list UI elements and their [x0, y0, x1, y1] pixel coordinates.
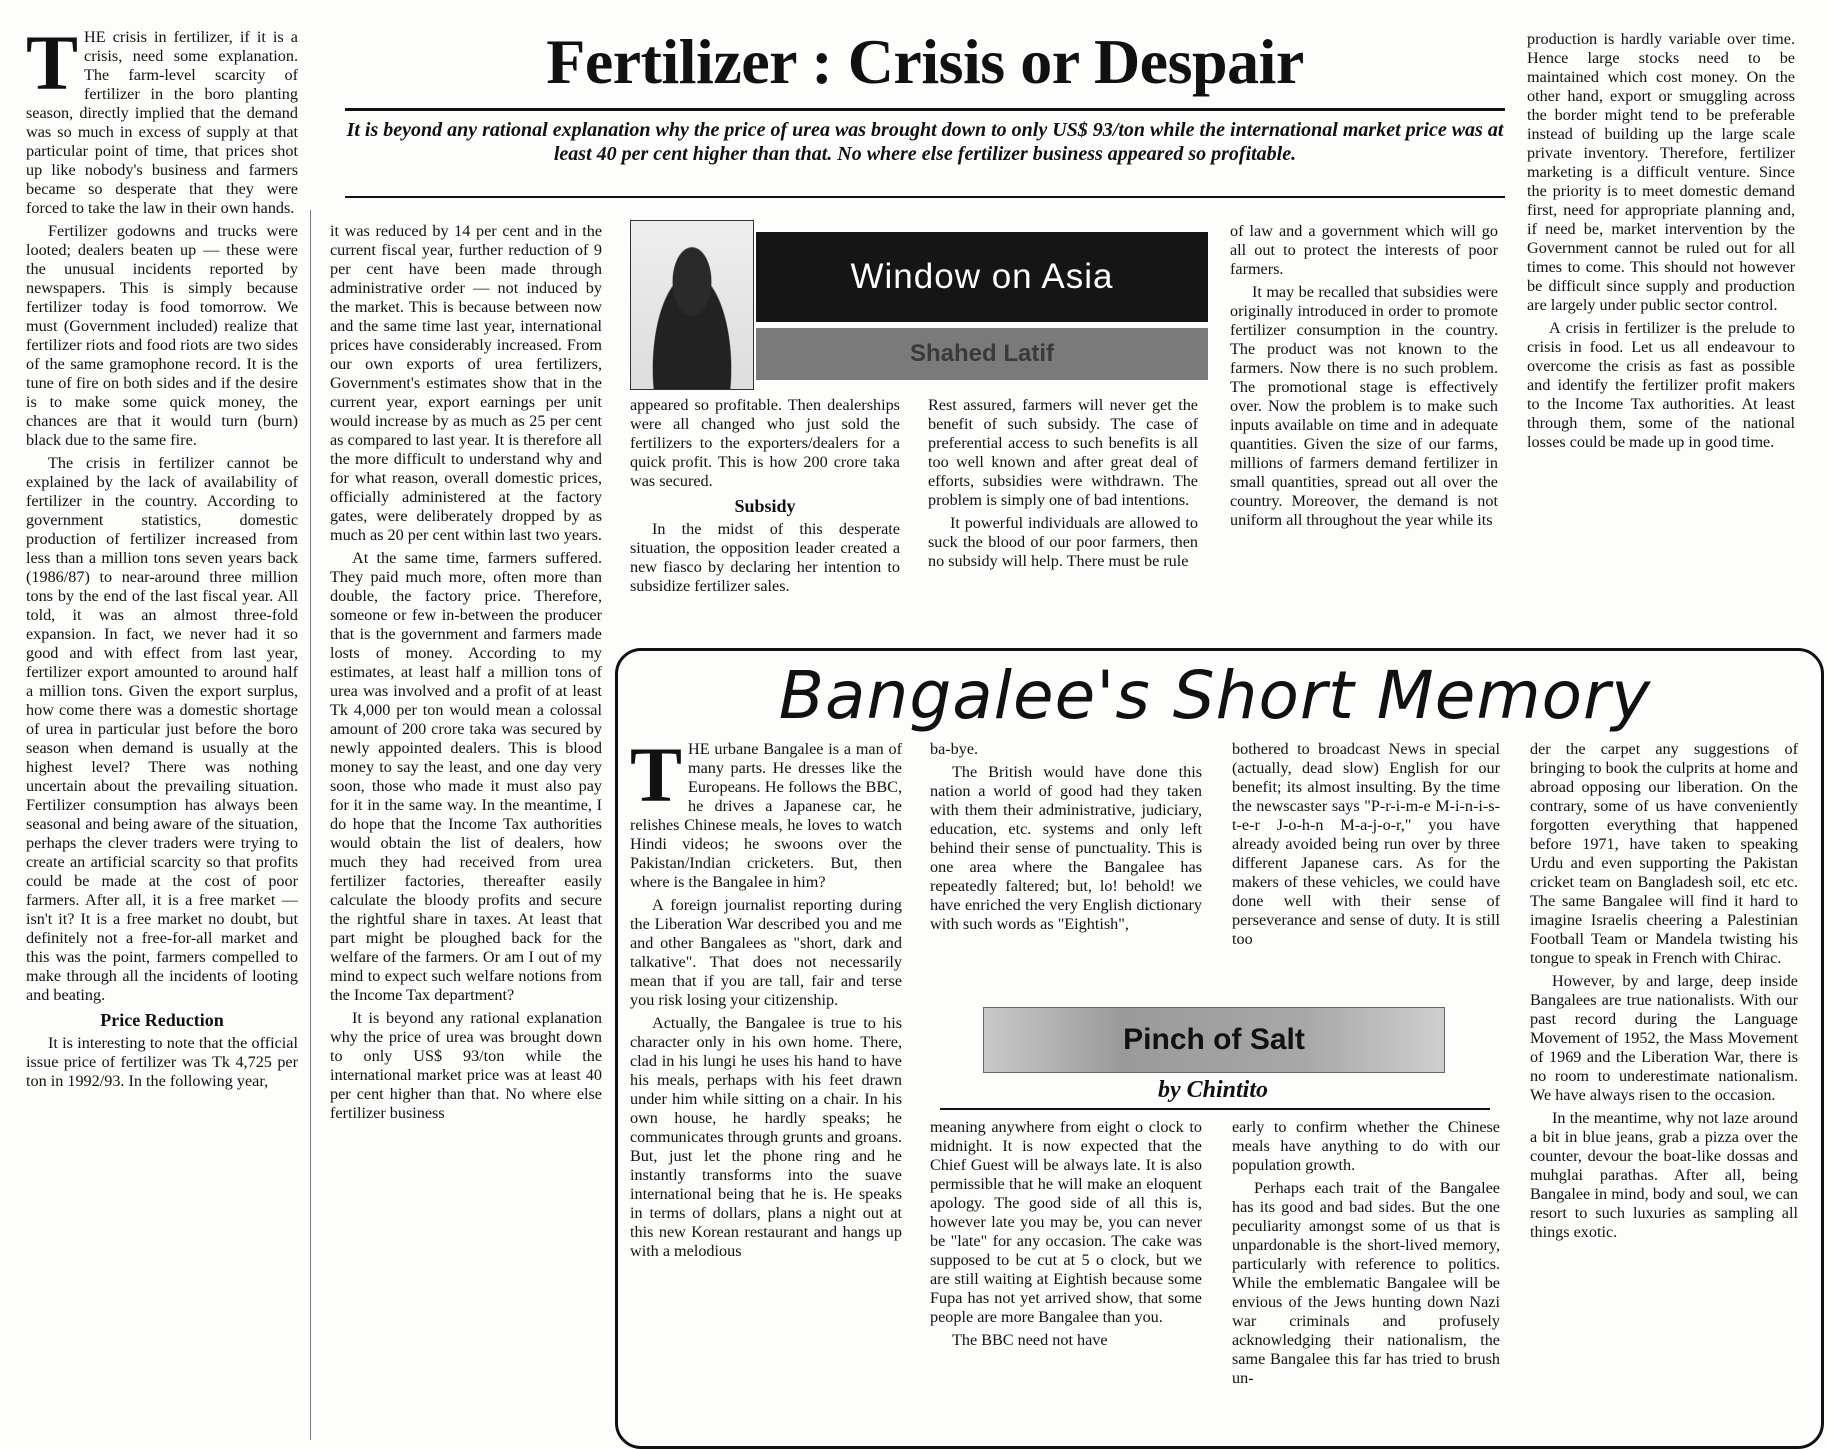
dropcap: T — [26, 28, 79, 106]
fertilizer-col-6 — [1527, 30, 1795, 636]
paragraph: HE urbane Bangalee is a man of many parts. He dresses like the Europeans. He follows the BBC, he drives a Japanese car, he relishes Chinese meals, he loves to watch Hindi videos; he swoons over the Pakistan/Indian cricketers. But, then where is the Bangalee in him? — [630, 740, 902, 891]
paragraph: bothered to broadcast News in special (actually, dead slow) English for our benefit; its almost insulting. By the time the newscaster says "P-r-i-m-e M-i-n-i-s-t-e-r J-o-h-n M-a-j-o-r," you have already avoided being run over by three different Japanese cars. As for the makers of these vehicles, we could have done well with their sense of perseverance and sense of duty. It is still too — [1232, 740, 1500, 948]
fertilizer-col-2 — [330, 222, 602, 1440]
memory-col-2-bottom — [930, 1118, 1202, 1436]
author-photo — [630, 220, 754, 390]
memory-col-3-bottom — [1232, 1118, 1500, 1436]
subhead-subsidy: Subsidy — [734, 496, 796, 516]
paragraph: In the midst of this desperate situation, the opposition leader created a new fiasco by declaring her intention to subsidize fertilizer sales. — [630, 520, 900, 595]
paragraph: der the carpet any suggestions of bringing to book the culprits at home and abroad opposing our liberation. On the contrary, some of us have conveniently forgotten everything that happened before 1971, have taken to speaking Urdu and even supporting the Pakistan cricket team on Bangladesh soil, etc etc. The same Bangalee will find it hard to imagine Israelis cheering a Palestinian Football Team or Mandela twisting his tongue to speak in French with Chirac. — [1530, 740, 1798, 967]
paragraph: It is interesting to note that the official issue price of fertilizer was Tk 4,725 per ton in 1992/93. In the following year, — [26, 1034, 298, 1090]
paragraph: Actually, the Bangalee is true to his character only in his own home. There, clad in his lungi he uses his hand to have his meals, perhaps with his feet drawn under him while sitting on a chair. In his own house, he hardly speaks; he communicates through grunts and groans. But, just let the phone ring and he instantly transforms into the suave international being that he is. He speaks in terms of dollars, plans a night out at this new Korean restaurant and hangs up with a melodious — [630, 1014, 902, 1260]
paragraph: of law and a government which will go all out to protect the interests of poor farmers. — [1230, 222, 1498, 278]
headline-rule — [345, 108, 1505, 111]
paragraph: production is hardly variable over time. Hence large stocks need to be maintained which cost money. On the other hand, export or smuggling across the border might tend to be preferable instead of building up the large scale private inventory. Therefore, fertilizer marketing is a difficult venture. Since the priority is to meet domestic demand first, need for appropriate planning and, if need be, market intervention by the Government cannot be ruled out for all times to come. This should not however be difficult since supply and production are largely under public sector control. — [1527, 30, 1795, 314]
headline: Fertilizer : Crisis or Despair — [546, 26, 1304, 97]
paragraph: Fertilizer godowns and trucks were looted; dealers beaten up — these were the unusual incidents reported by newspapers. This is simply because fertilizer today is food tomorrow. We must (Government included) realize that fertilizer riots and food riots are two sides of the same gramophone record. It is the tune of fire on both sides and if the desire is to make some quick money, the chances are that it would turn (burn) black due to the same fire. — [26, 222, 298, 449]
memory-col-4 — [1530, 740, 1798, 1434]
paragraph: ba-bye. — [930, 740, 979, 758]
fertilizer-col-1 — [26, 28, 298, 1440]
paragraph: The British would have done this nation a world of good had they taken with them their administrative, judiciary, education, etc. systems and only left behind their sense of punctuality. This is one area where the Bangalee has repeatedly faltered; but, lo! behold! we have enriched the very English dictionary with such words as "Eightish", — [930, 763, 1202, 933]
paragraph: However, by and large, deep inside Bangalees are true nationalists. With our past record during the Language Movement of 1952, the Mass Movement of 1969 and the Liberation War, there is no room to underestimate nationalism. We have always risen to the occasion. — [1530, 972, 1798, 1104]
memory-col-2-top — [930, 740, 1202, 996]
paragraph: A foreign journalist reporting during the Liberation War described you and me and other Bangalees as "short, dark and talkative". That does not necessarily mean that if you are tall, fair and terse you risk losing your citizenship. — [630, 896, 902, 1009]
memory-col-1 — [630, 740, 902, 1434]
memory-col-3-top — [1232, 740, 1500, 996]
pinch-of-salt-banner: Pinch of Salt — [983, 1007, 1445, 1073]
byline-rule — [940, 1108, 1490, 1110]
paragraph: It may be recalled that subsidies were originally introduced in order to promote fertilizer consumption in the country. The product was not known to the farmers. Now there is no such problem. The promotional stage is effectively over. Now the problem is to make such inputs available on time and in adequate quantities. Given the size of our farms, millions of farmers demand fertilizer in small quantities, spread out all over the country. Moreover, the demand is not uniform all throughout the year while its — [1230, 283, 1498, 529]
deck: It is beyond any rational explanation why the price of urea was brought down to only US$ 93/ton while the international market price was at least 40 per cent higher than that. No where else fertilizer business appeared so profitable. — [346, 119, 1504, 165]
subhead-price-reduction: Price Reduction — [100, 1010, 224, 1030]
author-byline: Shahed Latif — [756, 328, 1208, 380]
paragraph: In the meantime, why not laze around a bit in blue jeans, grab a pizza over the counter, devour the boat-like dossas and muhglai parathas. After all, being Bangalee in mind, body and soul, we can resort to such luxuries as sampling all things exotic. — [1530, 1109, 1798, 1241]
paragraph: meaning anywhere from eight o clock to midnight. It is now expected that the Chief Guest will be always late. It is also permissible that he will make an eloquent apology. The good side of all this is, however late you may be, you can never be "late" for any occasion. The cake was supposed to be cut at 5 o clock, but we are still waiting at Eightish because some Fupa has not yet arrived show, that some people are more Bangalee than you. — [930, 1118, 1202, 1326]
paragraph: The BBC need not have — [952, 1331, 1108, 1349]
deck-rule — [345, 196, 1505, 198]
paragraph: Rest assured, farmers will never get the benefit of such subsidy. The case of preferential access to such benefits is all too well known and after great deal of efforts, subsidies were withdrawn. The problem is simply one of bad intentions. — [928, 396, 1198, 509]
paragraph: early to confirm whether the Chinese meals have anything to do with our population growth. — [1232, 1118, 1500, 1174]
paragraph: Perhaps each trait of the Bangalee has its good and bad sides. But the one peculiarity amongst some of us that is unpardonable is the short-lived memory, particularly with reference to politics. While the emblematic Bangalee will be envious of the Jews hunting down Nazi war criminals and profusely acknowledging their nationalism, the same Bangalee this far has tried to brush un- — [1232, 1179, 1500, 1387]
fertilizer-col-3 — [630, 396, 900, 636]
fertilizer-col-5 — [1230, 222, 1498, 636]
memory-headline: Bangalee's Short Memory — [778, 657, 1652, 734]
paragraph: It is beyond any rational explanation why the price of urea was brought down to only US$ 93/ton while the international market price was at least 40 per cent higher than that. No where else fertilizer business — [330, 1009, 602, 1122]
column-rule — [310, 210, 311, 1440]
paragraph: HE crisis in fertilizer, if it is a crisis, need some explanation. The farm-level scarcity of fertilizer in the boro planting season, directly implied that the demand was so much in excess of supply at that particular point of time, that prices shot up like nobody's business and farmers became so desperate that they were forced to take the law in their own hands. — [26, 28, 298, 217]
paragraph: appeared so profitable. Then dealerships were all changed who just sold the fertilizers to the exporters/dealers for a quick profit. This is how 200 crore taka was secured. — [630, 396, 900, 490]
paragraph: At the same time, farmers suffered. They paid much more, often more than double, the factory price. Therefore, someone or few in-between the producer that is the government and farmers made losts of money. According to my estimates, at least half a million tons of urea was involved and a profit of at least Tk 4,000 per ton would mean a colossal amount of 200 crore taka was secured by newly appointed dealers. This is blood money to say the least, and one day very soon, those who made it must also pay for it in the same way. In the meantime, I do hope that the Income Tax authorities would obtain the list of dealers, how much they had received from urea fertilizer factories, thereafter easily calculate the bloody profits and secure the rightful share in taxes. At least that part might be ploughed back for the welfare of the farmers. Or am I out of my mind to expect such welfare notions from the Income Tax department? — [330, 549, 602, 1004]
paragraph: It powerful individuals are allowed to suck the blood of our poor farmers, then no subsidy will help. There must be rule — [928, 514, 1198, 570]
memory-byline: by Chintito — [1157, 1077, 1269, 1103]
fertilizer-col-4 — [928, 396, 1198, 636]
paragraph: The crisis in fertilizer cannot be explained by the lack of availability of fertilizer in the country. According to government statistics, domestic production of fertilizer increased from less than a million tons seven years back (1986/87) to near-around three million tons by the end of the last fiscal year. All told, it was an almost three-fold expansion. In fact, we never had it so good and with effect from last year, fertilizer export amounted to around half a million tons. Given the export surplus, how come there was a domestic shortage of urea in particular just before the boro season when demand is usually at the highest level? There was nothing uncertain about the prevailing situation. Fertilizer consumption has always been seasonal and being aware of the situation, perhaps the clever traders were trying to create an artificial scarcity so that profits could be made at the cost of poor farmers. After all, it is a free market — isn't it? It is a free market no doubt, but definitely not a free-for-all market and this was the point, farmers compelled to make through all the incidents of looting and beating. — [26, 454, 298, 1004]
paragraph: it was reduced by 14 per cent and in the current fiscal year, further reduction of 9 per cent have been made through administrative order — not induced by the market. This is because between now and the same time last year, international prices have considerably increased. From our own exports of urea fertilizers, Government's estimates show that in the current year, export earnings per unit would increase by as much as 25 per cent as compared to last year. It is therefore all the more difficult to understand why and for what reason, overall domestic prices, officially administered at the factory gates, were deliberately dropped by as much as 20 per cent within last two years. — [330, 222, 602, 544]
column-banner: Window on Asia — [756, 232, 1208, 322]
paragraph: A crisis in fertilizer is the prelude to crisis in food. Let us all endeavour to overcome the crisis as fast as possible and identify the fertilizer profit makers to the Income Tax authorities. At least through them, some of the national losses could be made up in good time. — [1527, 319, 1795, 451]
dropcap: T — [630, 740, 683, 818]
